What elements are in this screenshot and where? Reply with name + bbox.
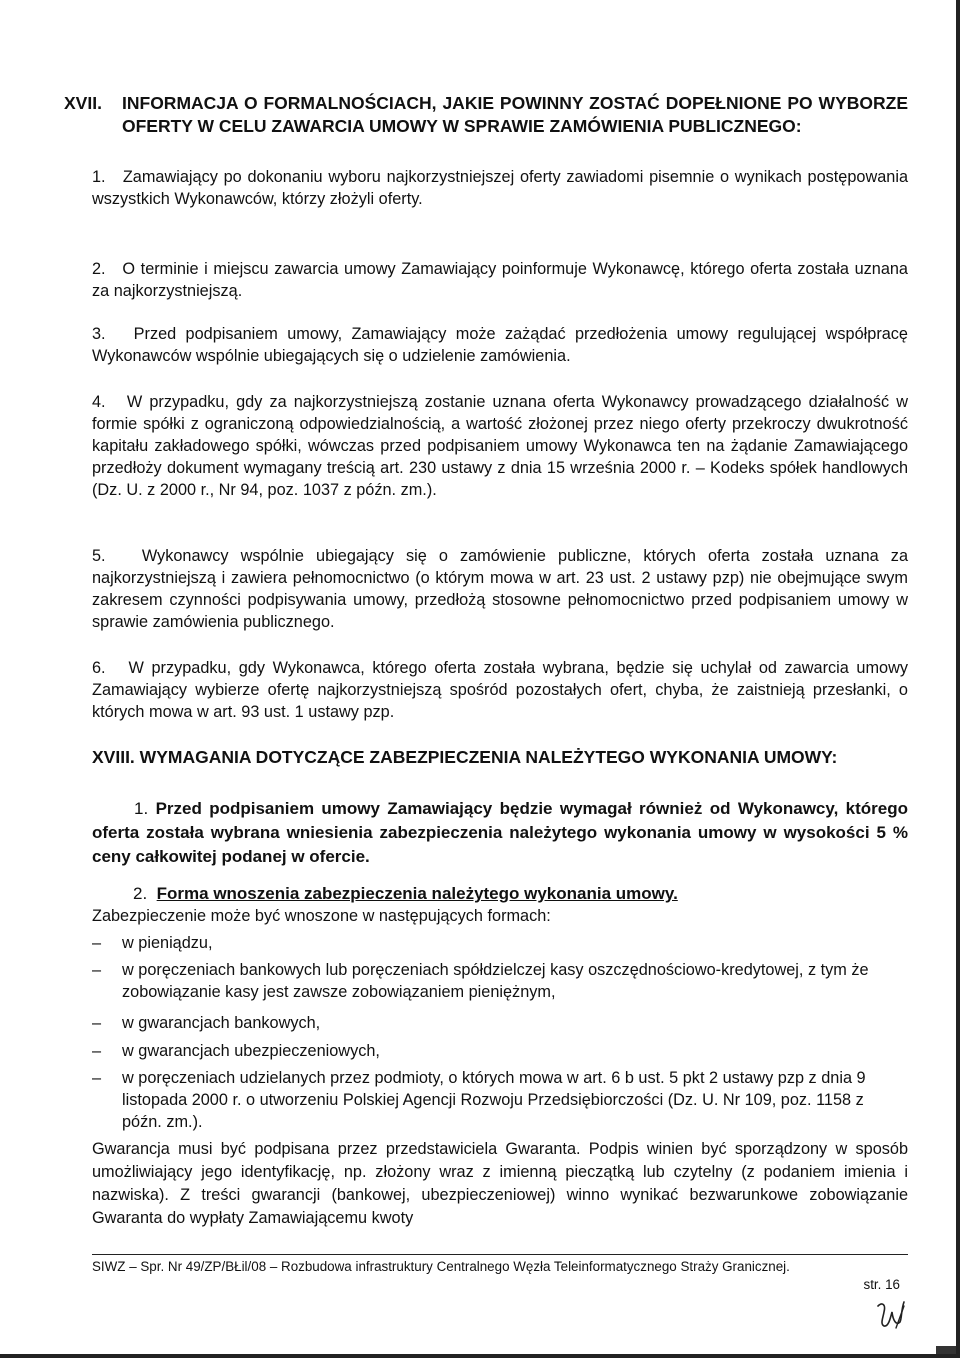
paragraph-number: 6.	[92, 659, 106, 677]
list-item	[92, 959, 908, 1003]
paragraph-text: Wykonawcy wspólnie ubiegający się o zamówienie publiczne, których oferta została uznana za najkorzystniejszą i zawiera pełnomocnictwo (o którym mowa w art. 23 ust. 2 ustawy pzp) nie obejmujące swym zakresem czynności podpisywania umowy, przedłożą stosowne pełnomocnictwo przed podpisaniem umowy w sprawie zamówienia publicznego.	[92, 547, 909, 631]
list-item-text: w poręczeniach bankowych lub poręczeniach spółdzielczej kasy oszczędnościowo-kredytowej, z tym że zobowiązanie kasy jest zawsze zobowiązaniem pieniężnym,	[122, 961, 869, 1001]
dash-bullet: –	[92, 934, 102, 952]
footer-divider	[92, 1254, 908, 1255]
list-item	[92, 1040, 908, 1062]
paragraph-18-2-heading	[133, 883, 908, 905]
dash-bullet: –	[92, 1014, 102, 1032]
list-item-text: w poręczeniach udzielanych przez podmioty, o których mowa w art. 6 b ust. 5 pkt 2 ustawy pzp z dnia 9 listopada 2000 r. o utworzeniu Polskiej Agencji Rozwoju Przedsiębiorczości (Dz. U. Nr 109, poz. 1158 z późn. zm.).	[122, 1069, 866, 1131]
section-17-heading	[64, 92, 908, 138]
paragraph-17-6	[92, 657, 908, 723]
paragraph-text: W przypadku, gdy za najkorzystniejszą zostanie uznana oferta Wykonawcy prowadzącego działalność w formie spółki z ograniczoną odpowiedzialnością, a wartość złożonej przez niego oferty przekroczy dwukrotność kapitału zakładowego spółki, wówczas przed podpisaniem umowy Wykonawca ten na żądanie Zamawiającego przedłoży dokument wymagany treścią art. 230 ustawy z dnia 15 września 2000 r. – Kodeks spółek handlowych (Dz. U. z 2000 r., Nr 94, poz. 1037 z późn. zm.).	[92, 393, 908, 499]
list-item-text: w gwarancjach ubezpieczeniowych,	[122, 1042, 380, 1060]
paragraph-17-2	[92, 258, 908, 302]
paragraph-text: Przed podpisaniem umowy, Zamawiający może zażądać przedłożenia umowy regulującej współpracę Wykonawców wspólnie ubiegających się o udzielenie zamówienia.	[92, 325, 908, 365]
paragraph-number: 1.	[134, 799, 149, 818]
dash-bullet: –	[92, 1069, 102, 1087]
paragraph-number: 2.	[92, 260, 106, 278]
paragraph-text: O terminie i miejscu zawarcia umowy Zamawiający poinformuje Wykonawcę, którego oferta została uznana za najkorzystniejszą.	[92, 260, 908, 300]
paragraph-number: 2.	[133, 884, 148, 903]
paragraph-17-5	[92, 545, 908, 633]
page-number: str. 16	[863, 1277, 900, 1292]
dash-bullet: –	[92, 1042, 102, 1060]
paragraph-17-3	[92, 323, 908, 367]
section-17-title: INFORMACJA O FORMALNOŚCIACH, JAKIE POWINNY ZOSTAĆ DOPEŁNIONE PO WYBORZE OFERTY W CELU ZAWARCIA UMOWY W SPRAWIE ZAMÓWIENIA PUBLICZNEGO:	[122, 93, 908, 136]
paragraph-number: 4.	[92, 393, 106, 411]
list-item	[92, 1067, 908, 1133]
section-17-number: XVII.	[64, 93, 102, 113]
guarantee-paragraph: Gwarancja musi być podpisana przez przedstawiciela Gwaranta. Podpis winien być sporządzony w sposób umożliwiający jego identyfikację, np. złożony wraz z imienną pieczątką lub czytelny (z podaniem imienia i nazwiska). Z treści gwarancji (bankowej, ubezpieczeniowej) winno wynikać bezwarunkowe zobowiązanie Gwaranta do wypłaty Zamawiającemu kwoty	[92, 1140, 908, 1227]
paragraph-number: 5.	[92, 547, 106, 565]
list-item-text: w pieniądzu,	[122, 934, 213, 952]
list-item-text: w gwarancjach bankowych,	[122, 1014, 321, 1032]
section-18-heading	[92, 746, 908, 769]
paragraph-text: Zamawiający po dokonaniu wyboru najkorzystniejszej oferty zawiadomi pisemnie o wynikach postępowania wszystkich Wykonawców, którzy złożyli oferty.	[92, 168, 908, 208]
list-item	[92, 932, 908, 954]
section-18-number: XVIII.	[92, 747, 135, 767]
paragraph-number: 3.	[92, 325, 106, 343]
paragraph-18-1	[92, 797, 908, 869]
list-item	[92, 1012, 908, 1034]
paragraph-17-1	[92, 166, 908, 210]
scan-edge-bottom	[0, 1354, 960, 1358]
dash-bullet: –	[92, 961, 102, 979]
paragraph-number: 1.	[92, 168, 106, 186]
paragraph-17-4	[92, 391, 908, 501]
scan-edge-corner	[936, 1346, 956, 1354]
scan-edge-right	[956, 0, 960, 1358]
forms-intro: Zabezpieczenie może być wnoszone w następujących formach:	[92, 907, 551, 925]
paragraph-text: W przypadku, gdy Wykonawca, którego oferta została wybrana, będzie się uchylał od zawarcia umowy Zamawiający wybierze ofertę najkorzystniejszą spośród pozostałych ofert, chyba, że zaistnieją przesłanki, o których mowa w art. 93 ust. 1 ustawy pzp.	[92, 659, 908, 721]
footer-text: SIWZ – Spr. Nr 49/ZP/BŁil/08 – Rozbudowa infrastruktury Centralnego Węzła Teleinformatycznego Straży Granicznej.	[92, 1259, 790, 1274]
paragraph-18-2-title: Forma wnoszenia zabezpieczenia należytego wykonania umowy.	[156, 884, 678, 903]
section-18-title: WYMAGANIA DOTYCZĄCE ZABEZPIECZENIA NALEŻYTEGO WYKONANIA UMOWY:	[139, 747, 838, 767]
paragraph-text: Przed podpisaniem umowy Zamawiający będzie wymagał również od Wykonawcy, którego oferta została wybrana wniesienia zabezpieczenia należytego wykonania umowy w wysokości 5 % ceny całkowitej podanej w ofercie.	[92, 799, 908, 866]
handwritten-initials	[874, 1298, 910, 1332]
